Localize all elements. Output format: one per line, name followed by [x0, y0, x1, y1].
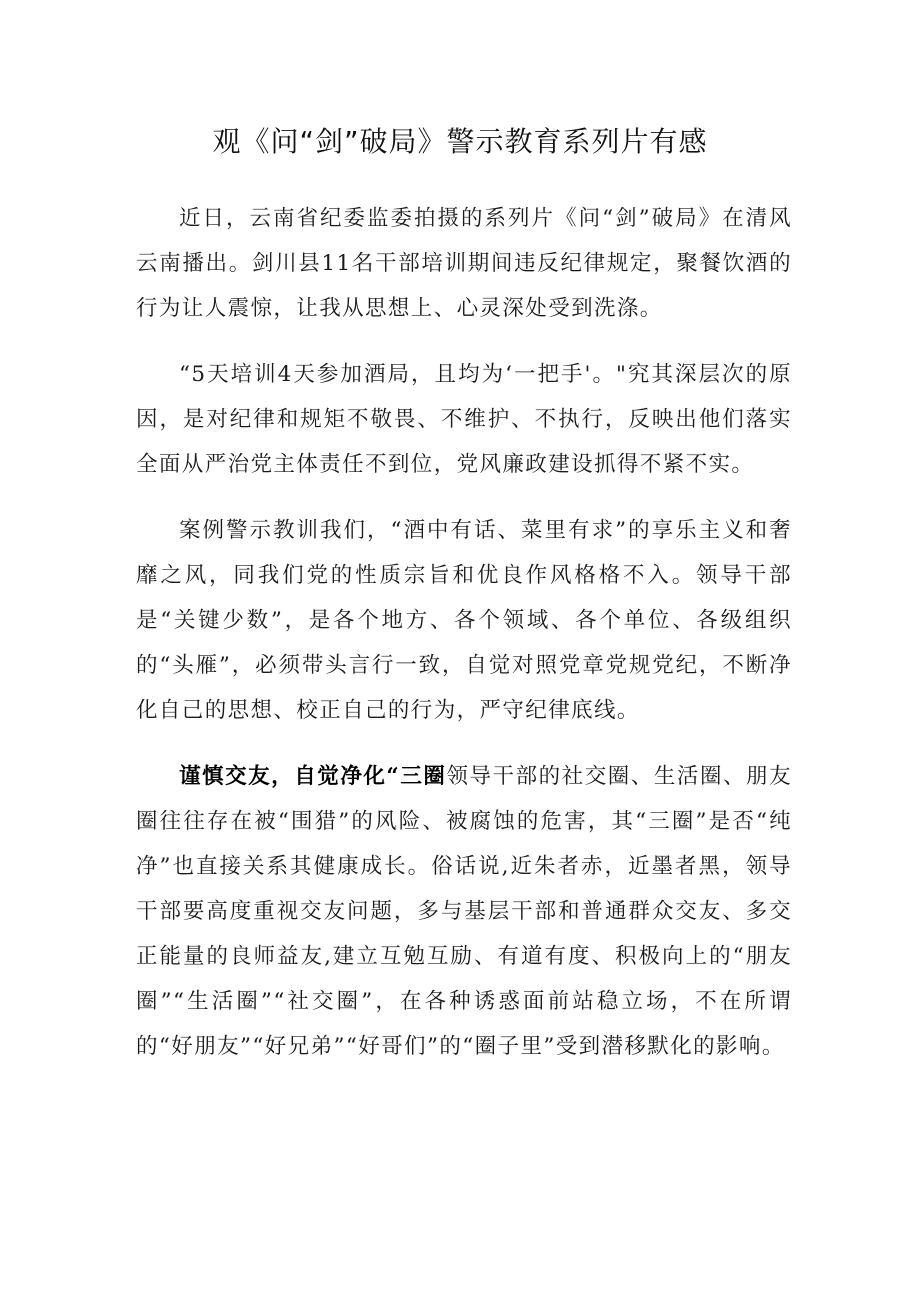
- paragraph-friendship-text: 领导干部的社交圈、生活圈、朋友圈往往存在被“围猎”的风险、被腐蚀的危害，其“三圈”是否“纯净”也直接关系其健康成长。俗话说,近朱者赤，近墨者黑，领导干部要高度重视交友问题，多与基层干部和普通群众交友、多交正能量的良师益友,建立互勉互励、有道有度、积极向上的“朋友圈”“生活圈”“社交圈”，在各种诱惑面前站稳立场，不在所谓的“好朋友”“好兄弟”“好哥们”的“圈子里”受到潜移默化的影响。: [136, 764, 792, 1059]
- paragraph-friendship: [136, 754, 792, 1069]
- document-title: 观《问“剑”破局》警示教育系列片有感: [212, 125, 708, 158]
- paragraph-lesson: 案例警示教训我们，“酒中有话、菜里有求”的享乐主义和奢靡之风，同我们党的性质宗旨和优良作风格格不入。领导干部是“关键少数”，是各个地方、各个领域、各个单位、各级组织的“头雁”，必须带头言行一致，自觉对照党章党规党纪，不断净化自己的思想、校正自己的行为，严守纪律底线。: [136, 518, 792, 723]
- document-body: [136, 196, 792, 1069]
- paragraph-cause: “5天培训4天参加酒局，且均为‘一把手'。"究其深层次的原因，是对纪律和规矩不敬畏、不维护、不执行，反映出他们落实全面从严治党主体责任不到位，党风廉政建设抓得不紧不实。: [136, 362, 792, 477]
- paragraph-heading: 谨慎交友，自觉净化“三圈: [179, 764, 447, 789]
- paragraph-intro: 近日，云南省纪委监委拍摄的系列片《问“剑”破局》在清风云南播出。剑川县11名干部培训期间违反纪律规定，聚餐饮酒的行为让人震惊，让我从思想上、心灵深处受到洗涤。: [136, 206, 792, 321]
